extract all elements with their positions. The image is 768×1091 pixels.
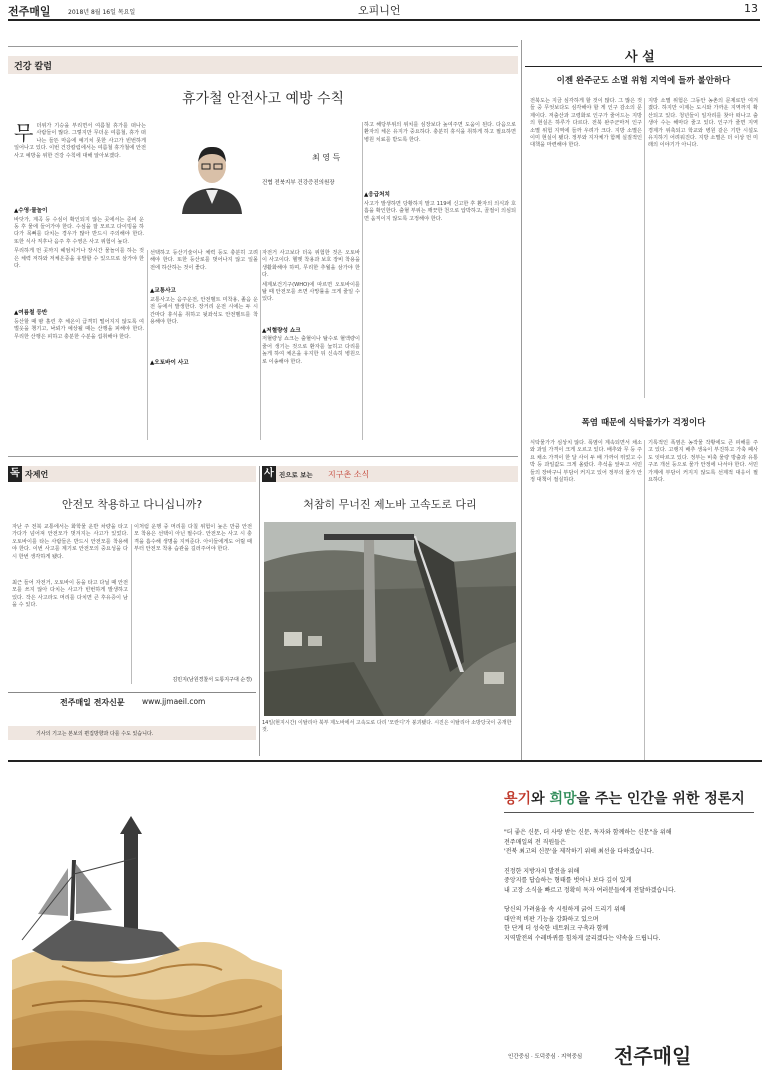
dokja-tag-bar (8, 466, 256, 482)
photo-tag-b: 지구촌 소식 (328, 470, 370, 479)
health-col-3: 자전거 사고보다 더욱 위험한 것은 오토바이 사고이다. 헬멧 착용과 보호 장비 착용을 생활화해야 하며, 무리한 추월을 삼가야 한다. 세계보건기구(WHO)에 따르면 오토바이를 탈 때 안전모를 쓰면 사망률을 크게 줄일 수 있다. ▲저혈량성 쇼크 저혈량성 쇼크는 출혈이나 탈수로 혈액량이 줄어 생기는 것으로 환자를 눕히고 다리를 높게 하여 체온을 유지한 뒤 신속히 병원으로 이송해야 한다. (262, 250, 360, 365)
brand-logo: 전주매일 (8, 5, 51, 18)
ad-line: 중앙지를 답습하는 형태를 벗어나 보다 깊이 있게 (504, 877, 632, 884)
health-tag-bar (8, 56, 518, 74)
dokja-tag: 자제언 (25, 470, 49, 479)
photo-title: 처참히 무너진 제노바 고속도로 다리 (303, 498, 477, 511)
photo-tag-bar (262, 466, 518, 482)
ad-lines (504, 828, 754, 943)
editorial-body-2: 식탁물가가 심상치 않다. 폭염이 계속되면서 채소와 과일 가격이 크게 오르고 있다. 배추와 무 등 주요 채소 가격이 한 달 사이 두 배 가까이 뛰었고 수박 등 과일값도 크게 올랐다. 추석을 앞두고 서민들의 장바구니 부담이 커지고 있어 정부의 물가 안정 대책이 절실하다. (530, 440, 642, 484)
section-body: 등산할 때 땀 흘린 후 체온이 급격히 떨어지지 않도록 여벌옷을 챙기고, 낙뢰가 예상될 때는 산행을 피해야 한다. 무리한 산행은 피하고 충분한 수분을 섭취해야 한다. (14, 319, 144, 340)
disclaimer: 기사의 기고는 본보의 편집방향과 다를 수도 있습니다. (36, 731, 154, 737)
section-heading: ▲교통사고 (150, 288, 176, 295)
health-col-1: ▲수영·물놀이 바닷가, 계곡 등 수심이 확인되지 않는 곳에서는 준비 운동 후 물에 들어가야 한다. 수심을 잘 모르고 다이빙을 하다가 목뼈를 다치는 경우가 많아 반드시 주의해야 한다. 또한 식사 직후나 음주 후 수영은 사고 위험이 높다. 무리하게 먼 곳까지 헤엄치거나 장시간 물놀이를 하는 것은 체력 저하와 저체온증을 유발할 수 있으므로 삼가야 한다. ▲여름철 등반 등산할 때 땀 흘린 후 체온이 급격히 떨어지지 않도록 여벌옷을 챙기고, 낙뢰가 예상될 때는 산행을 피해야 한다. 무리한 산행은 피하고 충분한 수분을 섭취해야 한다. (14, 208, 144, 340)
page-number: 13 (744, 2, 758, 15)
health-lead: 더위가 기승을 부리면서 여름철 휴가를 떠나는 사람들이 많다. 그렇지만 무더운 여름철, 휴가 떠나는 들뜬 마음에 예기치 못한 사고가 빈번하게 일어나고 있다. 이번 건강칼럼에서는 여름철 휴가철에 안전사고 예방을 위한 건강 수칙에 대해 알아보겠다. (14, 123, 146, 159)
editorial-headline-2: 폭염 때문에 식탁물가가 걱정이다 (581, 418, 706, 428)
dokja-ad (8, 694, 256, 710)
section-body: 자전거 사고보다 더욱 위험한 것은 오토바이 사고이다. 헬멧 착용과 보호 장비 착용을 생활화해야 하며, 무리한 추월을 삼가야 한다. (262, 250, 360, 279)
health-title: 휴가철 안전사고 예방 수칙 (181, 91, 345, 107)
dokja-badge: 독 (8, 466, 22, 482)
dropcap: 무 (14, 121, 34, 145)
ad-brand: 전주매일 전자신문 (60, 698, 125, 707)
ad-url-link[interactable]: www.jjmaeil.com (142, 697, 206, 706)
dokja-body: 자난 주 전북 교통에서는 화학물 운반 차량을 타고 가다가 넘어져 안전모가 벗겨지는 사고가 있었다. 오토바이를 타는 사람들은 반드시 안전모를 착용해야 한다. 이번 사고를 계기로 안전모의 중요성을 다시 한번 생각하게 됐다. (12, 524, 128, 560)
bridge-collapse-photo (264, 522, 516, 716)
lighthouse-ship-illustration (12, 810, 282, 1070)
section-body: 바닷가, 계곡 등 수심이 확인되지 않는 곳에서는 준비 운동 후 물에 들어가야 한다. 수심을 잘 모르고 다이빙을 하다가 목뼈를 다치는 경우가 많아 반드시 주의해야 한다. 또한 식사 직후나 음주 후 수영은 사고 위험이 높다. (14, 216, 144, 245)
editorial-tag-bar (525, 44, 762, 66)
section-heading: ▲오토바이 사고 (150, 360, 189, 367)
section-heading: ▲수영·물놀이 (14, 208, 48, 214)
ad-line: "더 좋은 신문, 더 사랑 받는 신문, 독자와 함께하는 신문"을 위해 (504, 829, 672, 836)
ad-footer-brand: 전주매일 (614, 1044, 692, 1068)
section-body: 사고가 발생하면 당황하지 말고 119에 신고한 후 환자의 의식과 호흡을 확인한다. 출혈 부위는 깨끗한 천으로 압박하고, 골절이 의심되면 움직이지 않도록 고정해야 한다. (364, 200, 516, 222)
photo-tag-a: 진으로 보는 (279, 471, 313, 479)
editorial-headline-1: 이젠 완주군도 소멸 위험 지역에 들까 불안하다 (556, 76, 731, 86)
page-header (8, 0, 760, 18)
section-heading: ▲여름철 등반 (14, 310, 48, 317)
photo-badge: 사 (262, 466, 276, 482)
slogan-hope: 희망 (549, 791, 577, 807)
editorial-tag: 사 설 (625, 50, 655, 65)
ad-line: 한 단계 더 성숙한 네트워크 구축과 함께 (504, 925, 609, 932)
header-rule (8, 19, 760, 21)
dokja-signature: 김민지(남원경찰서 도통지구대 순경) (172, 677, 252, 683)
health-col-4: 하고 해당부위의 위치를 심장보다 높여주면 도움이 된다. 다음으로 환자의 체온 유지가 중요하다. 충분히 휴식을 취하게 하고 필요하면 병원 치료를 받도록 한다. ▲응급처치 사고가 발생하면 당황하지 말고 119에 신고한 후 환자의 의식과 호흡을 확인한다. 출혈 부위는 깨끗한 천으로 압박하고, 골절이 의심되면 움직이지 않도록 고정해야 한다. (364, 122, 516, 222)
ad-line: 내 고장 소식을 빠르고 정확히 독자 여러분들에게 전달하겠습니다. (504, 886, 676, 894)
health-lead-block (14, 123, 146, 160)
author-portrait (172, 134, 252, 214)
ad-line: 대안적 비판 기능을 강화하고 있으며 (504, 915, 599, 923)
ad-line: 지역발전의 수레바퀴를 힘차게 굴리겠다는 약속을 드립니다. (504, 934, 661, 942)
ad-line: '전북 최고의 신문'을 제작하기 위해 최선을 다하겠습니다. (504, 848, 654, 855)
section-heading: ▲응급처치 (364, 192, 390, 199)
section-body: 교통사고는 음주운전, 안전벨트 미착용, 졸음 운전 등에서 발생한다. 장거리 운전 시에는 두 시간마다 휴식을 취하고 뒷좌석도 안전벨트를 착용해야 한다. (150, 296, 258, 326)
ad-line: 전주매일의 전 직원들은 (504, 838, 566, 846)
ad-slogan: 용기와 희망을 주는 인간을 위한 정론지 (504, 791, 745, 807)
author-name: 최 영 득 (312, 153, 341, 162)
slogan-courage: 용기 (504, 791, 532, 807)
slogan-rest: 을 주는 인간을 위한 정론지 (576, 791, 745, 807)
section-heading: ▲저혈량성 쇼크 (262, 327, 301, 334)
author-title: 건협 전북지부 건강증진의원장 (262, 180, 335, 186)
ad-line: 진정한 지방자치 발전을 위해 (504, 867, 580, 875)
ad-line: 당신의 가려움을 속 시원하게 긁어 드리기 위해 (504, 906, 626, 913)
issue-date: 2018년 8월 16일 목요일 (68, 9, 136, 16)
disclaimer-bar (8, 726, 256, 740)
photo-caption: 14일(현지시간) 이탈리아 북부 제노바에서 고속도로 다리 '모란디'가 붕괴됐다. 시진은 이탈리아 소방당국이 공개한 것. (262, 720, 512, 733)
dokja-title: 안전모 착용하고 다니십니까? (61, 498, 203, 511)
bottom-ad (8, 770, 762, 1086)
section-body: 저혈량성 쇼크는 출혈이나 탈수로 혈액량이 줄어 생기는 것으로 환자를 눕히고 다리를 높게 하여 체온을 유지한 뒤 신속히 병원으로 이송해야 한다. (262, 336, 360, 365)
ad-footer-tagline: 인간중심 · 도덕중심 · 지역중심 (508, 1054, 583, 1060)
health-tag: 건강 칼럼 (14, 62, 52, 72)
section-name: 오피니언 (358, 4, 401, 17)
health-col-2: 선택하고 등산기술이나 체력 등도 충분히 고려해야 한다. 또한 등산로를 벗어나지 않고 일몰 전에 하산하는 것이 좋다. ▲교통사고 교통사고는 음주운전, 안전벨트 미착용, 졸음 운전 등에서 발생한다. 장거리 운전 시에는 두 시간마다 휴식을 취하고 뒷좌석도 안전벨트를 착용해야 한다. ▲오토바이 사고 (150, 250, 258, 367)
editorial-body-1: 전북도는 지금 심각하게 할 것이 많다. 그 많은 것들 중 무엇보다도 심각해야 할 게 인구 감소의 문제이다. 저출산과 고령화로 인구가 줄어드는 지방의 현실은 하루가 다르다. 전북 완주군마저 인구 소멸 위험 지역에 들까 우려가 크다. 지방 소멸은 이미 현실이 됐다. 정부와 지자체가 함께 실질적인 대책을 마련해야 한다. (530, 98, 642, 149)
